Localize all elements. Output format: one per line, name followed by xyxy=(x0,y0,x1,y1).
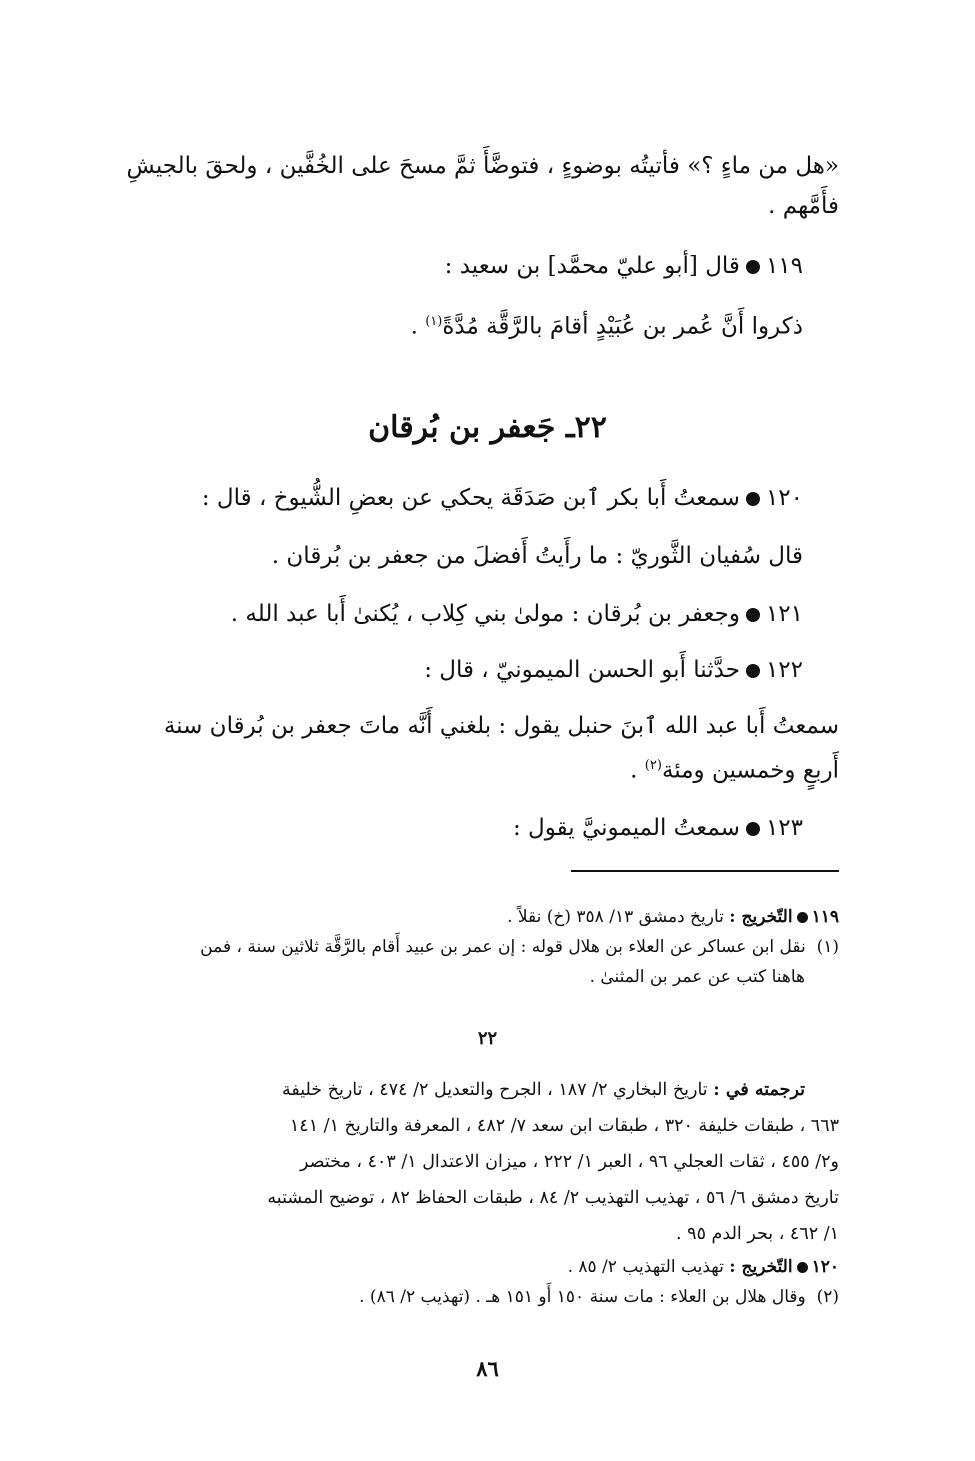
bullet-dot-icon xyxy=(746,492,760,506)
item-121-line xyxy=(134,594,839,634)
item-120-quote xyxy=(134,536,839,576)
item-number: ١٢١ xyxy=(765,601,803,627)
bio-line: و٢/ ٤٥٥ ، ثقات العجلي ٩٦ ، العبر ١/ ٢٢٢ ، ميزان الاعتدال ١/ ٤٠٣ ، مختصر xyxy=(300,1152,839,1172)
bullet-dot-icon xyxy=(797,912,808,923)
footnote-marker: (١) xyxy=(425,314,443,329)
footnote-separator xyxy=(571,870,839,872)
bio-label: ترجمته في : xyxy=(713,1080,805,1100)
note-1-line-2: هاهنا كتب عن عمر بن المثنىٰ . xyxy=(589,967,805,987)
item-121 xyxy=(134,594,839,634)
note-text: نقل ابن عساكر عن العلاء بن هلال قوله : إن عمر بن عبيد أَقام بالرَّقَّة ثلاثين سنة ، فمن xyxy=(200,937,806,957)
bullet-dot-icon xyxy=(746,608,760,622)
footnotes-120 xyxy=(134,1252,839,1312)
takhrij-label: التّخريج : xyxy=(729,1257,793,1277)
quote-line: قال سُفيان الثَّوريّ : ما رأَيتُ أَفضلَ من جعفر بن بُرقان . xyxy=(271,543,803,569)
bullet-dot-icon xyxy=(746,260,760,274)
item-text: قال [أبو عليّ محمَّد] بن سعيد : xyxy=(444,253,740,279)
text-line: سمعتُ أَبا عبد الله ٱبنَ حنبل يقول : بلغني أَنَّه ماتَ جعفر بن بُرقان سنة xyxy=(163,713,839,739)
item-text: أَربعٍ وخمسين ومئة xyxy=(661,757,839,784)
item-text: حدَّثنا أَبو الحسن الميمونيّ ، قال : xyxy=(424,657,740,683)
bio-text: تاريخ البخاري ٢/ ١٨٧ ، الجرح والتعديل ٢/ ٤٧٤ ، تاريخ خليفة xyxy=(282,1080,708,1100)
item-number: ١١٩ xyxy=(765,253,803,279)
bio-line: تاريخ دمشق ٦/ ٥٦ ، تهذيب التهذيب ٢/ ٨٤ ، طبقات الحفاظ ٨٢ ، توضيح المشتبه xyxy=(267,1188,839,1208)
biography-sources xyxy=(134,1072,839,1252)
bio-line xyxy=(134,1072,839,1108)
item-text: سمعتُ أَبا بكر ٱبن صَدَقَة يحكي عن بعضِ الشُّيوخ ، قال : xyxy=(201,485,740,511)
takhrij-119 xyxy=(134,902,839,932)
item-text-end: . xyxy=(410,313,426,340)
note-marker: (١) xyxy=(816,937,839,957)
takhrij-120 xyxy=(134,1252,839,1282)
note-number: ١٢٠ xyxy=(811,1257,839,1277)
bullet-dot-icon xyxy=(746,664,760,678)
main-text-top xyxy=(126,146,839,226)
item-number: ١٢٢ xyxy=(765,657,803,683)
item-123 xyxy=(134,808,839,848)
takhrij-label: التّخريج : xyxy=(729,907,793,927)
note-2-line xyxy=(134,1282,839,1312)
bullet-dot-icon xyxy=(797,1262,808,1273)
item-119 xyxy=(134,246,839,286)
note-text: وقال هلال بن العلاء : مات سنة ١٥٠ أَو ١٥١ هـ . (تهذيب ٢/ ٨٦) . xyxy=(359,1287,806,1307)
item-123-line xyxy=(134,808,839,848)
text-line: «هل من ماءٍ ؟» فأتيتُه بوضوءٍ ، فتوضَّأَ ثمَّ مسحَ على الخُفَّين ، ولحقَ بالجيشِ xyxy=(126,153,839,179)
text-line xyxy=(134,746,839,791)
item-122 xyxy=(134,650,839,690)
takhrij-text: تهذيب التهذيب ٢/ ٨٥ . xyxy=(567,1257,724,1277)
bullet-dot-icon xyxy=(746,822,760,836)
item-text: سمعتُ الميمونيَّ يقول : xyxy=(512,815,740,841)
bio-line: ١/ ٤٦٢ ، بحر الدم ٩٥ . xyxy=(676,1224,839,1244)
item-text-end: . xyxy=(630,757,645,784)
note-1-line xyxy=(134,932,839,962)
item-text: ذكروا أَنَّ عُمر بن عُبَيْدٍ أقامَ بالرَّقَّة مُدَّةً xyxy=(442,313,803,340)
section-number: ٢٢ xyxy=(477,1028,498,1049)
item-number: ١٢٠ xyxy=(765,485,803,511)
item-120-line xyxy=(134,478,839,518)
footnote-marker: (٢) xyxy=(644,758,662,773)
item-122-body xyxy=(134,706,839,791)
section-heading: ٢٢ـ جَعفر بن بُرقان xyxy=(368,410,607,445)
item-119-body-line xyxy=(134,302,839,347)
text-line: فأَمَّهم . xyxy=(768,193,839,219)
bio-line: ٦٦٣ ، طبقات خليفة ٣٢٠ ، طبقات ابن سعد ٧/ ٤٨٢ ، المعرفة والتاريخ ١/ ١٤١ xyxy=(289,1116,839,1136)
note-marker: (٢) xyxy=(816,1287,839,1307)
footnotes-119 xyxy=(134,902,839,992)
item-119-line xyxy=(134,246,839,286)
item-120 xyxy=(134,478,839,518)
item-text: وجعفر بن بُرقان : مولىٰ بني كِلاب ، يُكنىٰ أَبا عبد الله . xyxy=(230,601,740,627)
item-119-body xyxy=(134,302,839,347)
item-122-line xyxy=(134,650,839,690)
item-number: ١٢٣ xyxy=(765,815,803,841)
note-number: ١١٩ xyxy=(811,907,839,927)
takhrij-text: تاريخ دمشق ١٣/ ٣٥٨ (خ) نقلاً . xyxy=(507,907,724,927)
page-number: ٨٦ xyxy=(476,1356,499,1381)
